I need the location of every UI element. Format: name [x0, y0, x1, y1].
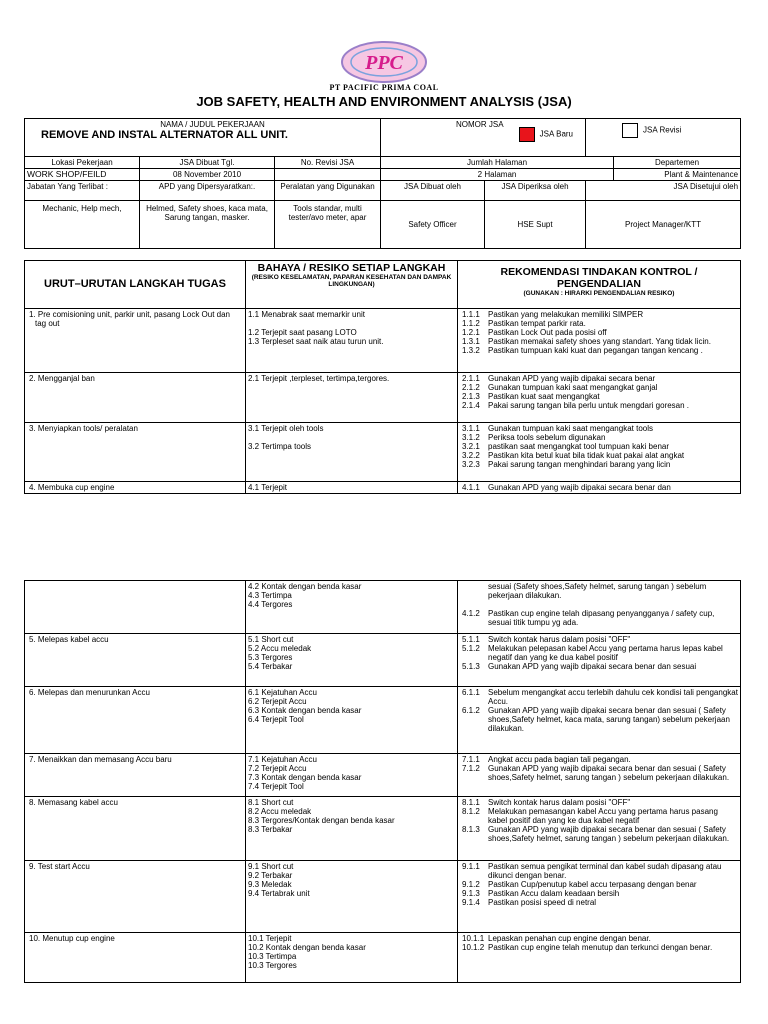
column-header-langkah: URUT–URUTAN LANGKAH TUGAS [25, 261, 246, 309]
hazard-cell [246, 797, 458, 861]
control-item [462, 319, 738, 328]
control-number: 10.1.1 [462, 934, 485, 943]
step-cell [25, 482, 246, 494]
hazard-cell [246, 634, 458, 687]
hazard-item: 9.3 Meledak [248, 880, 292, 889]
step-text: 8. Memasang kabel accu [29, 798, 118, 807]
control-number: 2.1.4 [462, 401, 480, 410]
table-row [25, 687, 741, 754]
control-cell [458, 687, 741, 754]
control-text: Switch kontak harus dalam posisi "OFF" [488, 798, 631, 807]
jsa-steps-table-page1 [24, 260, 741, 494]
control-item [462, 374, 738, 383]
control-item [462, 898, 738, 907]
step-cell [25, 309, 246, 373]
hazard-item: 8.3 Terbakar [248, 825, 293, 834]
control-cell [458, 581, 741, 634]
table-row [25, 754, 741, 797]
control-item [462, 706, 738, 733]
hazard-item: 7.3 Kontak dengan benda kasar [248, 773, 362, 782]
table-row [25, 373, 741, 423]
control-item [462, 442, 738, 451]
tgl-label: JSA Dibuat Tgl. [140, 157, 275, 169]
control-text: Angkat accu pada bagian tali pegangan. [488, 755, 631, 764]
hazard-item: 9.2 Terbakar [248, 871, 293, 880]
control-number: 2.1.1 [462, 374, 480, 383]
control-cell [458, 861, 741, 933]
control-number: 9.1.1 [462, 862, 480, 871]
hazard-cell [246, 482, 458, 494]
step-cell [25, 861, 246, 933]
jsa-number-label: NOMOR JSA [456, 120, 504, 129]
control-item [462, 328, 738, 337]
step-cell [25, 423, 246, 482]
hazard-item: 5.1 Short cut [248, 635, 294, 644]
control-number: 9.1.3 [462, 889, 480, 898]
control-cell [458, 482, 741, 494]
control-number: 8.1.3 [462, 825, 480, 834]
control-number: 2.1.2 [462, 383, 480, 392]
control-number: 4.1.1 [462, 483, 480, 492]
control-number: 8.1.1 [462, 798, 480, 807]
table-row [25, 423, 741, 482]
control-cell [458, 634, 741, 687]
table-row [25, 933, 741, 983]
control-item [462, 943, 738, 952]
control-item [462, 383, 738, 392]
control-text: Melakukan pemasangan kabel Accu yang pertama harus pasang kabel positif dan yang ke dua kabel negatif [488, 807, 718, 825]
job-title-cell [25, 119, 381, 157]
control-item [462, 889, 738, 898]
control-number: 4.1.2 [462, 609, 480, 618]
hazard-item: 4.2 Kontak dengan benda kasar [248, 582, 362, 591]
control-text: Pakai sarung tangan menghindari barang yang licin [488, 460, 671, 469]
control-item [462, 880, 738, 889]
jabatan-value: Mechanic, Help mech, [25, 201, 140, 249]
control-item [462, 424, 738, 433]
control-item [462, 483, 738, 492]
kontrol-title: REKOMENDASI TINDAKAN KONTROL / PENGENDALIAN [500, 266, 698, 290]
table-row [25, 797, 741, 861]
control-number: 7.1.2 [462, 764, 480, 773]
jsa-baru-label: JSA Baru [539, 129, 574, 139]
lokasi-label: Lokasi Pekerjaan [25, 157, 140, 169]
jsa-baru-option[interactable] [383, 127, 583, 142]
control-text: Switch kontak harus dalam posisi "OFF" [488, 635, 631, 644]
hazard-item: 1.1 Menabrak saat memarkir unit [248, 310, 365, 319]
control-text: Gunakan APD yang wajib dipakai secara benar dan sesuai ( Safety shoes,Safety helmet, sarung tangan ) sebelum pekerjaan dilakukan. [488, 764, 730, 782]
table-row [25, 482, 741, 494]
jabatan-label: Jabatan Yang Terlibat : [25, 181, 140, 201]
jsa-revisi-checkbox[interactable] [622, 123, 638, 138]
control-text: pastikan saat mengangkat tool tumpuan kaki benar [488, 442, 670, 451]
table-row [25, 309, 741, 373]
job-title: REMOVE AND INSTAL ALTERNATOR ALL UNIT. [41, 129, 288, 141]
control-text: Pastikan semua pengikat terminal dan kabel sudah dipasang atau dikunci dengan benar. [488, 862, 722, 880]
company-name: PT PACIFIC PRIMA COAL [329, 83, 439, 92]
table-row [25, 581, 741, 634]
alat-label: Peralatan yang Digunakan [275, 181, 381, 201]
control-number: 3.2.1 [462, 442, 480, 451]
jsa-number-cell [381, 119, 586, 157]
hazard-item: 4.3 Tertimpa [248, 591, 292, 600]
control-number: 1.2.1 [462, 328, 480, 337]
control-text: Pastikan posisi speed di netral [488, 898, 597, 907]
control-number: 1.3.2 [462, 346, 480, 355]
hazard-item: 1.3 Terpleset saat naik atau turun unit. [248, 337, 384, 346]
control-number: 3.1.2 [462, 433, 480, 442]
control-number: 3.1.1 [462, 424, 480, 433]
hazard-item: 8.3 Tergores/Kontak dengan benda kasar [248, 816, 395, 825]
control-item [462, 346, 738, 355]
control-item [462, 688, 738, 706]
step-cell [25, 634, 246, 687]
column-header-bahaya [246, 261, 458, 309]
control-item [462, 337, 738, 346]
control-text: Pastikan yang melakukan memiliki SIMPER [488, 310, 644, 319]
control-number: 6.1.2 [462, 706, 480, 715]
hazard-cell [246, 754, 458, 797]
step-cell [25, 373, 246, 423]
control-text: Pastikan kita betul kuat bila tidak kuat pakai alat angkat [488, 451, 685, 460]
control-item [462, 433, 738, 442]
control-text: Pastikan cup engine telah dipasang penyangganya / safety cup, sesuai titik tumpu yg ada. [488, 609, 715, 627]
control-number: 7.1.1 [462, 755, 480, 764]
hazard-item: 7.1 Kejatuhan Accu [248, 755, 317, 764]
control-text: Pastikan cup engine telah menutup dan terkunci dengan benar. [488, 943, 713, 952]
control-number: 3.2.2 [462, 451, 480, 460]
dibuat-label: JSA Dibuat oleh [381, 181, 485, 201]
hazard-item: 5.3 Tergores [248, 653, 293, 662]
step-text: 2. Mengganjal ban [29, 374, 95, 383]
hazard-item: 6.4 Terjepit Tool [248, 715, 304, 724]
control-number: 6.1.1 [462, 688, 480, 697]
hazard-item: 4.4 Tergores [248, 600, 293, 609]
control-cell [458, 797, 741, 861]
control-item [462, 798, 738, 807]
control-text: Lepaskan penahan cup engine dengan benar. [488, 934, 651, 943]
control-number: 1.3.1 [462, 337, 480, 346]
hazard-item: 6.2 Terjepit Accu [248, 697, 307, 706]
hazard-item: 10.3 Tergores [248, 961, 297, 970]
hazard-cell [246, 423, 458, 482]
control-text: Pakai sarung tangan bila perlu untuk mengdari goresan . [488, 401, 690, 410]
control-cell [458, 309, 741, 373]
control-item [462, 807, 738, 825]
jsa-revisi-cell[interactable] [586, 119, 741, 157]
step-cell [25, 687, 246, 754]
hazard-item: 10.3 Tertimpa [248, 952, 297, 961]
hazard-item: 6.1 Kejatuhan Accu [248, 688, 317, 697]
control-item [462, 825, 738, 843]
diperiksa-value: HSE Supt [485, 201, 586, 249]
control-item [462, 392, 738, 401]
hazard-item: 5.2 Accu meledak [248, 644, 312, 653]
hazard-cell [246, 933, 458, 983]
hazard-cell [246, 309, 458, 373]
job-title-label: NAMA / JUDUL PEKERJAAN [160, 120, 265, 129]
control-item [462, 401, 738, 410]
jsa-header-table [24, 118, 741, 249]
control-text: Pastikan memakai safety shoes yang standart. Yang tidak licin. [488, 337, 711, 346]
control-text: Melakukan pelepasan kabel Accu yang pertama harus lepas kabel negatif dan yang ke dua kabel positif [488, 644, 723, 662]
control-number: 8.1.2 [462, 807, 480, 816]
table-row [25, 634, 741, 687]
control-cell [458, 423, 741, 482]
apd-value: Helmed, Safety shoes, kaca mata, Sarung tangan, masker. [140, 201, 275, 249]
hazard-item: 9.1 Short cut [248, 862, 294, 871]
step-cell [25, 797, 246, 861]
control-text: Pastikan Cup/penutup kabel accu terpasang dengan benar [488, 880, 697, 889]
document-title: JOB SAFETY, HEALTH AND ENVIRONMENT ANALYSIS (JSA) [196, 94, 572, 109]
hazard-item: 9.4 Tertabrak unit [248, 889, 310, 898]
control-item [462, 609, 738, 627]
halaman-label: Jumlah Halaman [381, 157, 614, 169]
logo-text: PPC [365, 52, 403, 74]
control-text: Sebelum mengangkat accu terlebih dahulu cek kondisi tali pengangkat Accu. [488, 688, 738, 706]
step-text: 10. Menutup cup engine [29, 934, 115, 943]
bahaya-subtitle: (RESIKO KESELAMATAN, PAPARAN KESEHATAN DAN DAMPAK LINGKUNGAN) [251, 274, 452, 288]
hazard-item: 7.4 Terjepit Tool [248, 782, 304, 791]
lokasi-value: WORK SHOP/FEILD [25, 169, 140, 181]
step-cell [25, 581, 246, 634]
step-cell [25, 754, 246, 797]
step-text: 4. Membuka cup engine [29, 483, 115, 492]
step-text: 1. Pre comisioning unit, parkir unit, pasang Lock Out dan tag out [29, 310, 230, 328]
control-item [462, 310, 738, 319]
diperiksa-label: JSA Diperiksa oleh [485, 181, 586, 201]
control-number: 1.1.2 [462, 319, 480, 328]
hazard-cell [246, 687, 458, 754]
control-number: 3.2.3 [462, 460, 480, 469]
control-item [462, 460, 738, 469]
revisi-label: No. Revisi JSA [275, 157, 381, 169]
hazard-item: 7.2 Terjepit Accu [248, 764, 307, 773]
control-item [462, 600, 738, 609]
control-item [462, 862, 738, 880]
hazard-item: 3.1 Terjepit oleh tools [248, 424, 324, 433]
step-text: 9. Test start Accu [29, 862, 90, 871]
hazard-item: 3.2 Tertimpa tools [248, 442, 311, 451]
control-number: 5.1.2 [462, 644, 480, 653]
alat-value: Tools standar, multi tester/avo meter, apar [275, 201, 381, 249]
control-item [462, 635, 738, 644]
hazard-item: 1.2 Terjepit saat pasang LOTO [248, 328, 357, 337]
control-item [462, 451, 738, 460]
hazard-cell [246, 373, 458, 423]
control-cell [458, 373, 741, 423]
hazard-cell [246, 861, 458, 933]
hazard-item: 8.2 Accu meledak [248, 807, 312, 816]
control-number: 10.1.2 [462, 943, 485, 952]
control-text: Pastikan kuat saat mengangkat [488, 392, 600, 401]
control-text: Pastikan tempat parkir rata. [488, 319, 586, 328]
step-text: 5. Melepas kabel accu [29, 635, 109, 644]
step-cell [25, 933, 246, 983]
control-item [462, 755, 738, 764]
dept-value: Plant & Maintenance [614, 169, 741, 181]
control-cell [458, 933, 741, 983]
step-text: 6. Melepas dan menurunkan Accu [29, 688, 150, 697]
control-text: Pastikan Lock Out pada posisi off [488, 328, 607, 337]
tgl-value: 08 November 2010 [140, 169, 275, 181]
dibuat-value: Safety Officer [381, 201, 485, 249]
revisi-value [275, 169, 381, 181]
company-logo [340, 40, 428, 86]
step-text: 7. Menaikkan dan memasang Accu baru [29, 755, 172, 764]
control-text: Pastikan tumpuan kaki kuat dan pegangan tangan kencang . [488, 346, 703, 355]
control-item [462, 934, 738, 943]
control-text: Periksa tools sebelum digunakan [488, 433, 606, 442]
hazard-item: 6.3 Kontak dengan benda kasar [248, 706, 362, 715]
control-item [462, 764, 738, 782]
control-text: sesuai (Safety shoes,Safety helmet, sarung tangan ) sebelum pekerjaan dilakukan. [488, 582, 707, 600]
control-number: 9.1.2 [462, 880, 480, 889]
hazard-item: 2.1 Terjepit ,terpleset, tertimpa,tergores. [248, 374, 390, 383]
control-number: 9.1.4 [462, 898, 480, 907]
control-number: 5.1.1 [462, 635, 480, 644]
hazard-item: 10.2 Kontak dengan benda kasar [248, 943, 366, 952]
column-header-kontrol [458, 261, 741, 309]
hazard-item: 10.1 Terjepit [248, 934, 292, 943]
hazard-item: 5.4 Terbakar [248, 662, 293, 671]
jsa-steps-table-page2 [24, 580, 741, 983]
control-text: Gunakan APD yang wajib dipakai secara benar dan sesuai ( Safety shoes,Safety helmet, kaca mata, sarung tangan) sebelum pekerjaan dilakukan. [488, 706, 730, 733]
control-item [462, 662, 738, 671]
disetujui-value: Project Manager/KTT [586, 201, 741, 249]
control-number: 2.1.3 [462, 392, 480, 401]
hazard-cell [246, 581, 458, 634]
control-text: Gunakan APD yang wajib dipakai secara benar dan sesuai ( Safety shoes,Safety helmet, sarung tangan ) sebelum pekerjaan dilakukan. [488, 825, 730, 843]
halaman-value: 2 Halaman [381, 169, 614, 181]
control-item [462, 644, 738, 662]
control-text: Gunakan APD yang wajib dipakai secara benar dan [488, 483, 671, 492]
control-text: Pastikan Accu dalam keadaan bersih [488, 889, 620, 898]
control-text: Gunakan tumpuan kaki saat mengangkat ganjal [488, 383, 658, 392]
control-number: 1.1.1 [462, 310, 480, 319]
control-text: Gunakan APD yang wajib dipakai secara benar dan sesuai [488, 662, 697, 671]
hazard-item [248, 319, 455, 328]
control-number: 5.1.3 [462, 662, 480, 671]
hazard-item: 8.1 Short cut [248, 798, 294, 807]
dept-label: Departemen [614, 157, 741, 169]
disetujui-label: JSA Disetujui oleh [586, 181, 741, 201]
jsa-baru-checkbox[interactable] [519, 127, 535, 142]
hazard-item [248, 433, 455, 442]
control-text: Gunakan tumpuan kaki saat mengangkat tools [488, 424, 653, 433]
apd-label: APD yang Dipersyaratkan:. [140, 181, 275, 201]
control-cell [458, 754, 741, 797]
control-item [462, 582, 738, 600]
step-text: 3. Menyiapkan tools/ peralatan [29, 424, 138, 433]
control-text: Gunakan APD yang wajib dipakai secara benar [488, 374, 656, 383]
jsa-revisi-label: JSA Revisi [643, 125, 682, 135]
kontrol-subtitle: (GUNAKAN : HIRARKI PENGENDALIAN RESIKO) [523, 290, 675, 297]
table-row [25, 861, 741, 933]
hazard-item: 4.1 Terjepit [248, 483, 287, 492]
bahaya-title: BAHAYA / RESIKO SETIAP LANGKAH [257, 262, 446, 274]
